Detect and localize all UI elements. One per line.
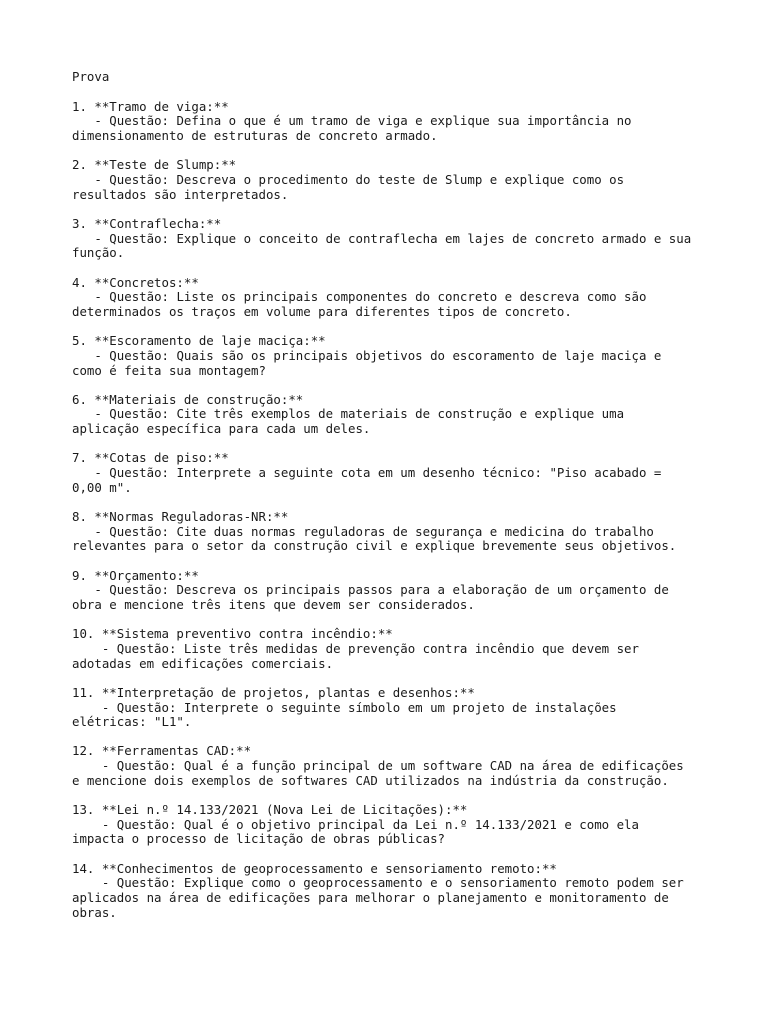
document-title: Prova — [72, 69, 110, 84]
question-heading: 13. **Lei n.º 14.133/2021 (Nova Lei de Licitações):** — [72, 802, 468, 818]
question-text: - Questão: Liste três medidas de prevenção contra incêndio que devem ser adotadas em edificações comerciais. — [72, 640, 639, 671]
question-text: - Questão: Descreva os principais passos para a elaboração de um orçamento de obra e mencione três itens que devem ser considerados. — [72, 582, 669, 612]
question-text: - Questão: Quais são os principais objetivos do escoramento de laje maciça e como é feita sua montagem? — [72, 347, 662, 378]
question-text: - Questão: Qual é o objetivo principal da Lei n.º 14.133/2021 e como ela impacta o processo de licitação de obras públicas? — [72, 816, 639, 847]
question-heading: 8. **Normas Reguladoras-NR:** — [72, 508, 289, 524]
question-item-2 — [72, 158, 732, 202]
question-heading: 7. **Cotas de piso:** — [72, 450, 229, 466]
question-heading: 12. **Ferramentas CAD:** — [72, 743, 252, 759]
question-item-5 — [72, 334, 732, 378]
question-text: - Questão: Explique o conceito de contraflecha em lajes de concreto armado e sua função. — [72, 230, 692, 261]
question-text: - Questão: Cite duas normas reguladoras de segurança e medicina do trabalho relevantes para o setor da construção civil e explique brevemente seus objetivos. — [72, 523, 677, 554]
question-item-7 — [72, 451, 732, 495]
question-text: - Questão: Qual é a função principal de um software CAD na área de edificações e mencione dois exemplos de softwares CAD utilizados na indústria da construção. — [72, 758, 684, 788]
question-heading: 3. **Contraflecha:** — [72, 215, 222, 231]
question-text: - Questão: Defina o que é um tramo de viga e explique sua importância no dimensionamento de estruturas de concreto armado. — [72, 113, 632, 144]
question-item-14 — [72, 862, 732, 921]
question-item-8 — [72, 510, 732, 554]
question-heading: 5. **Escoramento de laje maciça:** — [72, 333, 326, 349]
question-heading: 9. **Orçamento:** — [72, 567, 199, 583]
question-item-10 — [72, 627, 732, 671]
question-heading: 10. **Sistema preventivo contra incêndio:** — [72, 626, 393, 642]
question-heading: 14. **Conhecimentos de geoprocessamento e sensoriamento remoto:** — [72, 860, 557, 876]
question-item-13 — [72, 803, 732, 847]
question-text: - Questão: Liste os principais componentes do concreto e descreva como são determinados os traços em volume para diferentes tipos de concreto. — [72, 289, 647, 319]
question-heading: 2. **Teste de Slump:** — [72, 157, 237, 173]
question-text: - Questão: Interprete a seguinte cota em um desenho técnico: "Piso acabado = 0,00 m". — [72, 465, 662, 495]
question-item-1 — [72, 100, 732, 144]
question-heading: 6. **Materiais de construção:** — [72, 391, 304, 407]
question-item-9 — [72, 569, 732, 613]
question-heading: 1. **Tramo de viga:** — [72, 98, 229, 114]
question-text: - Questão: Interprete o seguinte símbolo em um projeto de instalações elétricas: "L1". — [72, 699, 617, 730]
question-item-12 — [72, 744, 732, 788]
question-text: - Questão: Descreva o procedimento do teste de Slump e explique como os resultados são interpretados. — [72, 172, 625, 202]
question-heading: 4. **Concretos:** — [72, 274, 199, 290]
question-item-6 — [72, 393, 732, 437]
question-text: - Questão: Explique como o geoprocessamento e o sensoriamento remoto podem ser aplicados na área de edificações para melhorar o planejamento e monitoramento de obras. — [72, 875, 684, 920]
question-item-11 — [72, 686, 732, 730]
question-item-4 — [72, 276, 732, 320]
question-text: - Questão: Cite três exemplos de materiais de construção e explique uma aplicação específica para cada um deles. — [72, 406, 625, 437]
document-page — [72, 70, 732, 935]
question-heading: 11. **Interpretação de projetos, plantas e desenhos:** — [72, 684, 475, 700]
question-item-3 — [72, 217, 732, 261]
